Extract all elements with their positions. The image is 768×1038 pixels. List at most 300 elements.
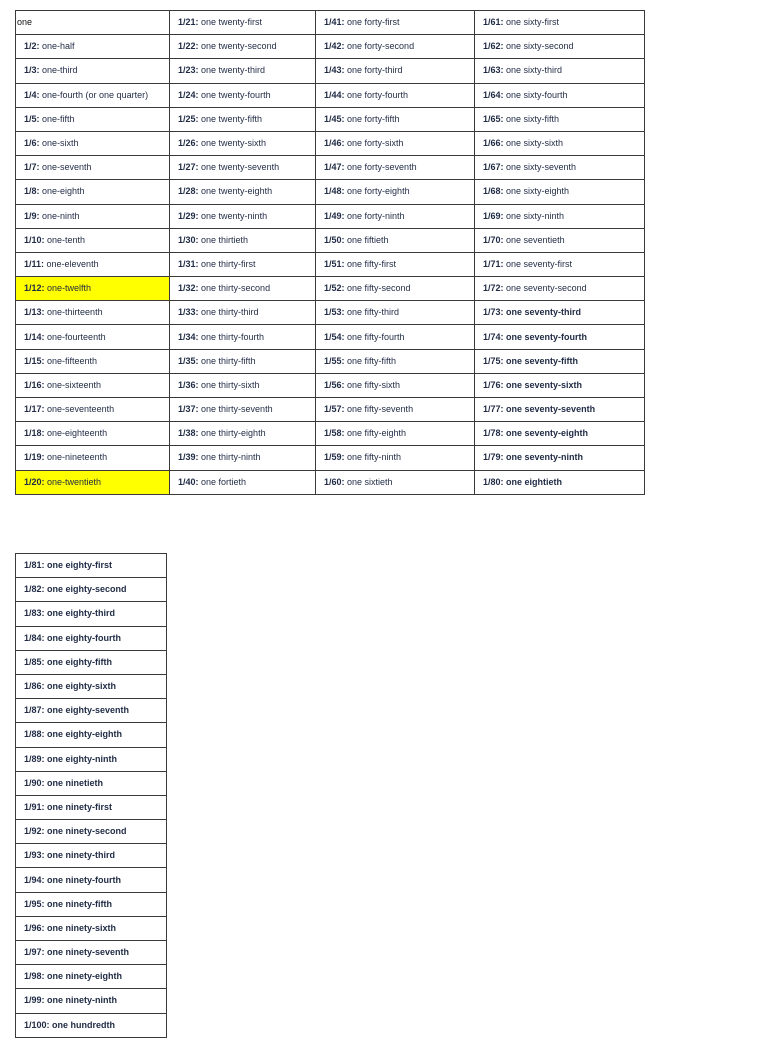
fraction-cell <box>316 301 475 325</box>
fraction-separator: : <box>195 331 202 342</box>
fraction-cell <box>170 325 316 349</box>
table-row <box>16 35 645 59</box>
fraction-name: one ninety-ninth <box>47 995 118 1006</box>
fraction-separator: : <box>41 476 48 487</box>
fractions-table-continued <box>15 553 167 1038</box>
fraction-name: one ninety-sixth <box>47 922 117 933</box>
fraction-cell <box>316 398 475 422</box>
fraction-cell <box>16 59 170 83</box>
fraction-separator: : <box>41 452 48 463</box>
fraction-separator: : <box>500 162 507 173</box>
fraction-separator: : <box>500 113 507 124</box>
fraction-number: 1/13 <box>24 307 42 318</box>
fraction-cell <box>16 11 170 35</box>
fraction-number: 1/25 <box>178 113 196 124</box>
fraction-cell <box>16 892 167 916</box>
fraction-number: 1/8 <box>24 186 37 197</box>
fraction-cell <box>16 131 170 155</box>
fraction-name: one eightieth <box>506 476 563 487</box>
fraction-separator: : <box>195 65 202 76</box>
fraction-name: one fifty-fourth <box>347 331 405 342</box>
fractions-table-main <box>15 10 645 495</box>
fraction-name: one-half <box>42 41 75 52</box>
fraction-cell <box>316 325 475 349</box>
fraction-name: one sixty-fourth <box>506 89 568 100</box>
fraction-number: 1/15 <box>24 355 42 366</box>
fraction-number: 1/94 <box>24 874 42 885</box>
fraction-cell <box>316 11 475 35</box>
fraction-separator: : <box>36 210 43 221</box>
fraction-cell <box>16 349 170 373</box>
fraction-cell <box>316 446 475 470</box>
fraction-separator: : <box>500 355 507 366</box>
fraction-name: one fifty-seventh <box>347 404 414 415</box>
fraction-number: 1/66 <box>483 138 501 149</box>
fraction-cell <box>16 83 170 107</box>
fraction-separator: : <box>195 186 202 197</box>
fraction-cell <box>16 446 170 470</box>
fraction-number: 1/3 <box>24 65 37 76</box>
fraction-name: one eighty-eighth <box>47 729 123 740</box>
fraction-cell <box>16 868 167 892</box>
table-row <box>16 699 167 723</box>
fraction-cell <box>475 59 645 83</box>
fraction-cell <box>475 156 645 180</box>
fraction-name: one seventy-eighth <box>506 428 589 439</box>
fraction-name: one-tenth <box>47 234 86 245</box>
fraction-name: one thirty-third <box>201 307 259 318</box>
fraction-number: 1/26 <box>178 138 196 149</box>
fraction-name: one-sixteenth <box>47 379 102 390</box>
table-row <box>16 373 645 397</box>
fraction-cell <box>16 373 170 397</box>
fraction-separator: : <box>500 89 507 100</box>
fraction-name: one fifty-eighth <box>347 428 407 439</box>
fraction-number: 1/2 <box>24 41 37 52</box>
fraction-number: 1/67 <box>483 162 501 173</box>
fraction-cell <box>475 422 645 446</box>
fraction-separator: : <box>341 476 348 487</box>
fraction-name: one ninety-seventh <box>47 947 130 958</box>
fraction-separator: : <box>41 355 48 366</box>
table-row <box>16 1013 167 1037</box>
fraction-name: one ninety-fourth <box>47 874 122 885</box>
fraction-name: one forty-ninth <box>347 210 405 221</box>
fraction-name: one fifty-second <box>347 283 411 294</box>
fraction-separator: : <box>41 971 48 982</box>
fraction-separator: : <box>195 283 202 294</box>
fraction-cell <box>170 228 316 252</box>
fraction-separator: : <box>500 138 507 149</box>
fraction-cell <box>316 277 475 301</box>
fraction-name: one-twelfth <box>47 283 92 294</box>
fraction-separator: : <box>41 922 48 933</box>
fraction-separator: : <box>341 186 348 197</box>
fraction-number: 1/42 <box>324 41 342 52</box>
fraction-separator: : <box>36 41 43 52</box>
fraction-number: 1/45 <box>324 113 342 124</box>
fraction-cell <box>316 373 475 397</box>
fraction-cell <box>475 277 645 301</box>
fraction-name: one twenty-first <box>201 17 263 28</box>
fraction-number: 1/43 <box>324 65 342 76</box>
fraction-name: one forty-fourth <box>347 89 409 100</box>
fraction-separator: : <box>341 65 348 76</box>
fraction-cell <box>170 204 316 228</box>
fraction-name: one seventy-first <box>506 258 573 269</box>
fraction-separator: : <box>41 898 48 909</box>
fraction-cell <box>475 228 645 252</box>
fraction-number: 1/62 <box>483 41 501 52</box>
fraction-separator: : <box>341 162 348 173</box>
fraction-number: 1/84 <box>24 632 42 643</box>
fraction-separator: : <box>341 331 348 342</box>
table-row <box>16 674 167 698</box>
fraction-name: one-seventh <box>42 162 92 173</box>
fraction-number: 1/41 <box>324 17 342 28</box>
fraction-number: 1/52 <box>324 283 342 294</box>
fraction-name: one-eleventh <box>46 258 99 269</box>
fraction-name: one fifty-sixth <box>347 379 401 390</box>
fraction-separator: : <box>41 584 48 595</box>
fraction-separator: : <box>500 65 507 76</box>
fraction-number: 1/30 <box>178 234 196 245</box>
fraction-separator: : <box>341 452 348 463</box>
fraction-number: 1/44 <box>324 89 342 100</box>
fraction-name: one-seventeenth <box>47 404 115 415</box>
fraction-cell <box>16 771 167 795</box>
fraction-name: one thirty-second <box>201 283 271 294</box>
fraction-number: 1/48 <box>324 186 342 197</box>
table-row <box>16 180 645 204</box>
fraction-number: 1/68 <box>483 186 501 197</box>
fraction-name: one seventy-third <box>506 307 582 318</box>
fraction-number: 1/63 <box>483 65 501 76</box>
fraction-separator: : <box>41 632 48 643</box>
fraction-number: 1/80 <box>483 476 501 487</box>
fractions-table-continued-body <box>16 554 167 1038</box>
fraction-name: one twenty-fifth <box>201 113 263 124</box>
fraction-separator: : <box>500 476 507 487</box>
fraction-cell <box>170 373 316 397</box>
fraction-number: 1/27 <box>178 162 196 173</box>
fraction-name: one thirty-eighth <box>201 428 266 439</box>
fraction-number: 1/92 <box>24 826 42 837</box>
fraction-number: 1/57 <box>324 404 342 415</box>
table-row <box>16 650 167 674</box>
fraction-separator: : <box>195 210 202 221</box>
fraction-name: one thirty-sixth <box>201 379 260 390</box>
fraction-number: 1/100 <box>24 1019 47 1030</box>
table-row <box>16 446 645 470</box>
fraction-number: 1/89 <box>24 753 42 764</box>
fraction-name: one eighty-first <box>47 560 113 571</box>
fraction-number: 1/78 <box>483 428 501 439</box>
fraction-number: 1/18 <box>24 428 42 439</box>
fractions-table-main-body <box>16 11 645 495</box>
table-row <box>16 59 645 83</box>
fraction-separator: : <box>195 428 202 439</box>
table-row <box>16 626 167 650</box>
fraction-cell <box>16 795 167 819</box>
fraction-cell <box>170 11 316 35</box>
table-row <box>16 916 167 940</box>
fraction-name: one-fifteenth <box>47 355 98 366</box>
fraction-separator: : <box>41 331 48 342</box>
fraction-name: one seventy-sixth <box>506 379 583 390</box>
fraction-number: 1/69 <box>483 210 501 221</box>
fraction-number: 1/31 <box>178 258 196 269</box>
fraction-number: 1/65 <box>483 113 501 124</box>
fraction-name: one forty-second <box>347 41 415 52</box>
fraction-separator: : <box>500 307 507 318</box>
fraction-number: 1/49 <box>324 210 342 221</box>
fraction-separator: : <box>500 283 507 294</box>
fraction-number: 1/40 <box>178 476 196 487</box>
fraction-name: one hundredth <box>52 1019 116 1030</box>
fraction-name: one thirty-ninth <box>201 452 261 463</box>
fraction-separator: : <box>41 705 48 716</box>
fraction-number: 1/64 <box>483 89 501 100</box>
fraction-separator: : <box>500 234 507 245</box>
fraction-number: 1/53 <box>324 307 342 318</box>
fraction-separator: : <box>41 995 48 1006</box>
fraction-number: 1/33 <box>178 307 196 318</box>
fraction-separator: : <box>195 17 202 28</box>
table-row <box>16 156 645 180</box>
table-row <box>16 11 645 35</box>
fraction-separator: : <box>41 307 48 318</box>
table-row <box>16 795 167 819</box>
fraction-cell <box>170 398 316 422</box>
fraction-cell <box>16 1013 167 1037</box>
fraction-name: one forty-seventh <box>347 162 417 173</box>
fraction-cell <box>475 446 645 470</box>
fraction-number: 1/79 <box>483 452 501 463</box>
fraction-separator: : <box>195 258 202 269</box>
table-row <box>16 602 167 626</box>
fraction-separator: : <box>195 41 202 52</box>
fraction-name: one eighty-sixth <box>47 681 117 692</box>
fraction-cell <box>316 228 475 252</box>
fraction-name: one twenty-eighth <box>201 186 273 197</box>
fraction-number: 1/56 <box>324 379 342 390</box>
fraction-name: one eighty-seventh <box>47 705 130 716</box>
fraction-cell <box>475 180 645 204</box>
fraction-separator: : <box>195 404 202 415</box>
fraction-cell <box>316 349 475 373</box>
fraction-number: 1/59 <box>324 452 342 463</box>
fraction-name: one-twentieth <box>47 476 102 487</box>
fraction-separator: : <box>500 258 507 269</box>
fraction-cell <box>170 349 316 373</box>
fraction-cell <box>170 131 316 155</box>
fraction-name: one eighty-fourth <box>47 632 122 643</box>
fraction-separator: : <box>41 428 48 439</box>
fraction-cell <box>16 180 170 204</box>
fraction-name: one forty-first <box>347 17 400 28</box>
fraction-name: one-sixth <box>42 138 79 149</box>
fraction-separator: : <box>500 428 507 439</box>
fraction-number: 1/14 <box>24 331 42 342</box>
fraction-cell <box>16 699 167 723</box>
fraction-number: 1/20 <box>24 476 42 487</box>
fraction-name: one seventy-fifth <box>506 355 579 366</box>
fraction-number: 1/81 <box>24 560 42 571</box>
fraction-number: 1/96 <box>24 922 42 933</box>
fraction-number: 1/72 <box>483 283 501 294</box>
fraction-cell <box>316 470 475 494</box>
fraction-number: 1/74 <box>483 331 501 342</box>
fraction-number: 1/71 <box>483 258 501 269</box>
fraction-cell <box>16 301 170 325</box>
fraction-cell <box>316 204 475 228</box>
fraction-separator: : <box>41 874 48 885</box>
fraction-name: one seventy-second <box>506 283 587 294</box>
fraction-name: one sixty-first <box>506 17 560 28</box>
fraction-name: one-eighth <box>42 186 85 197</box>
fraction-name: one seventy-fourth <box>506 331 588 342</box>
fraction-name: one ninety-third <box>47 850 116 861</box>
fraction-number: 1/21 <box>178 17 196 28</box>
fraction-separator: : <box>41 729 48 740</box>
fraction-separator: : <box>36 89 43 100</box>
fraction-name: one twenty-third <box>201 65 266 76</box>
table-row <box>16 470 645 494</box>
fraction-number: 1/85 <box>24 656 42 667</box>
fraction-name: one-fifth <box>42 113 75 124</box>
table-row <box>16 131 645 155</box>
fraction-cell <box>16 844 167 868</box>
fraction-name: one-nineteenth <box>47 452 108 463</box>
fraction-name: one thirty-seventh <box>201 404 273 415</box>
fraction-number: 1/5 <box>24 113 37 124</box>
fraction-separator: : <box>36 65 43 76</box>
fraction-cell <box>16 398 170 422</box>
fraction-separator: : <box>41 656 48 667</box>
fraction-cell <box>316 131 475 155</box>
fraction-cell <box>475 35 645 59</box>
fraction-cell <box>170 35 316 59</box>
fraction-cell <box>316 35 475 59</box>
fraction-cell <box>16 989 167 1013</box>
fraction-name: one fifty-ninth <box>347 452 402 463</box>
fraction-separator: : <box>341 17 348 28</box>
fraction-separator: : <box>36 186 43 197</box>
fraction-number: 1/47 <box>324 162 342 173</box>
fraction-number: 1/77 <box>483 404 501 415</box>
fraction-cell <box>16 156 170 180</box>
fraction-name: one seventy-ninth <box>506 452 584 463</box>
fraction-number: 1/12 <box>24 283 42 294</box>
fraction-separator: : <box>500 331 507 342</box>
fraction-number: 1/58 <box>324 428 342 439</box>
fraction-name: one forty-sixth <box>347 138 404 149</box>
fraction-name: one-third <box>42 65 78 76</box>
fraction-name: one sixty-seventh <box>506 162 577 173</box>
table-row <box>16 892 167 916</box>
fraction-number: 1/75 <box>483 355 501 366</box>
fraction-name: one sixty-fifth <box>506 113 560 124</box>
fraction-separator: : <box>46 1019 53 1030</box>
fraction-name: one sixty-sixth <box>506 138 564 149</box>
table-row <box>16 228 645 252</box>
fraction-cell <box>16 277 170 301</box>
table-row <box>16 554 167 578</box>
table-row <box>16 422 645 446</box>
fraction-cell <box>475 11 645 35</box>
fraction-separator: : <box>195 476 202 487</box>
fraction-separator: : <box>341 113 348 124</box>
fraction-cell <box>170 446 316 470</box>
fraction-separator: : <box>341 41 348 52</box>
fraction-cell <box>475 204 645 228</box>
fraction-name: one forty-eighth <box>347 186 410 197</box>
fraction-cell <box>170 252 316 276</box>
fraction-name: one ninety-first <box>47 801 113 812</box>
fraction-name: one-thirteenth <box>47 307 103 318</box>
fraction-name: one ninety-eighth <box>47 971 123 982</box>
fraction-cell <box>475 470 645 494</box>
fraction-cell <box>16 578 167 602</box>
fraction-name: one fifty-third <box>347 307 400 318</box>
table-row <box>16 349 645 373</box>
fraction-separator: : <box>41 258 47 269</box>
fraction-number: 1/38 <box>178 428 196 439</box>
fraction-number: 1/34 <box>178 331 196 342</box>
fraction-cell <box>475 325 645 349</box>
fraction-cell <box>16 35 170 59</box>
fraction-number: 1/88 <box>24 729 42 740</box>
fraction-name: one eighty-third <box>47 608 116 619</box>
fraction-name: one seventieth <box>506 234 565 245</box>
fraction-separator: : <box>41 234 48 245</box>
fraction-separator: : <box>341 258 348 269</box>
fraction-cell <box>16 965 167 989</box>
fraction-name: one-ninth <box>42 210 80 221</box>
fraction-cell <box>16 204 170 228</box>
fraction-name: one twenty-sixth <box>201 138 267 149</box>
fraction-number: 1/93 <box>24 850 42 861</box>
fraction-separator: : <box>41 681 48 692</box>
fraction-number: 1/91 <box>24 801 42 812</box>
fraction-separator: : <box>341 138 348 149</box>
fraction-cell <box>170 422 316 446</box>
fraction-number: 1/82 <box>24 584 42 595</box>
fraction-name: one-fourteenth <box>47 331 106 342</box>
fraction-number: 1/60 <box>324 476 342 487</box>
fraction-name: one ninety-fifth <box>47 898 113 909</box>
fraction-number: 1/24 <box>178 89 196 100</box>
fraction-number: 1/39 <box>178 452 196 463</box>
fraction-cell <box>16 228 170 252</box>
fraction-separator: : <box>500 379 507 390</box>
fraction-name: one thirtieth <box>201 234 249 245</box>
table-row <box>16 723 167 747</box>
fraction-cell <box>16 626 167 650</box>
fraction-separator: : <box>500 404 507 415</box>
fraction-separator: : <box>341 355 348 366</box>
fraction-cell <box>475 373 645 397</box>
fraction-separator: : <box>500 452 507 463</box>
fraction-separator: : <box>500 17 507 28</box>
fraction-cell <box>475 301 645 325</box>
fraction-name: one thirty-fifth <box>201 355 256 366</box>
fraction-separator: : <box>341 210 348 221</box>
table-row <box>16 83 645 107</box>
fraction-cell <box>16 554 167 578</box>
fraction-number: 1/22 <box>178 41 196 52</box>
